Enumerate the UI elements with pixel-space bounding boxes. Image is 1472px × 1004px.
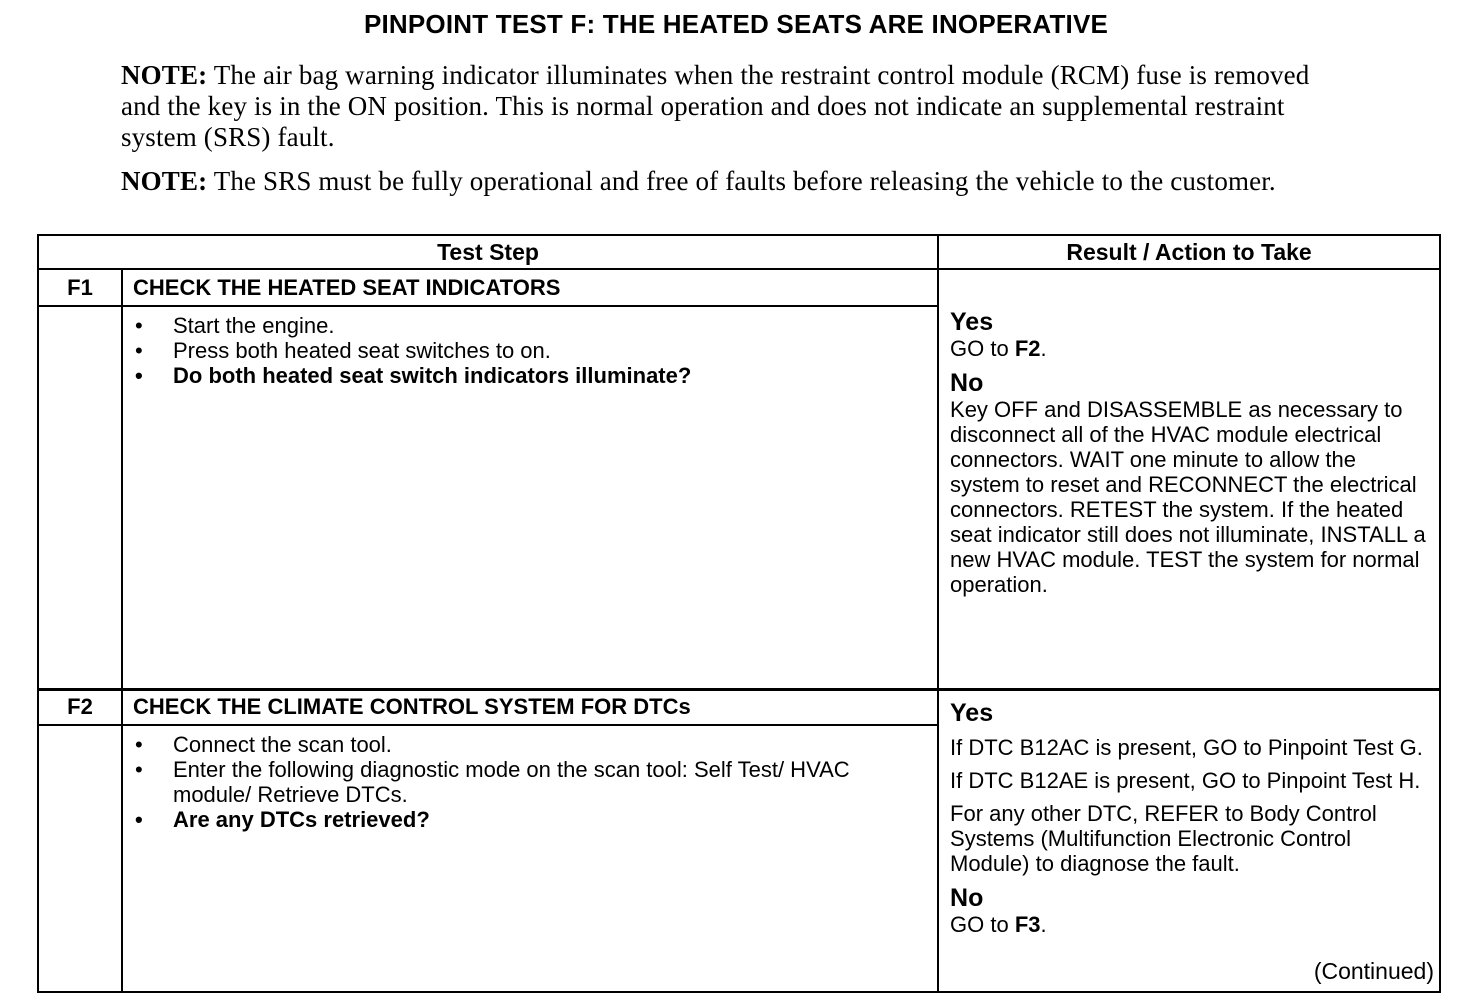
step-f1-id-spacer — [38, 306, 122, 689]
list-item: • Press both heated seat switches to on. — [135, 338, 551, 364]
step-f2-title-row — [38, 690, 1440, 725]
step-f2-id-spacer — [38, 725, 122, 992]
note-srs-operational — [121, 166, 1351, 197]
step-id-f1: F1 — [38, 269, 122, 306]
step-title-f2: CHECK THE CLIMATE CONTROL SYSTEM FOR DTCs — [122, 690, 938, 725]
header-result-action: Result / Action to Take — [938, 235, 1440, 269]
yes-action: GO to F2. — [950, 336, 1047, 361]
pinpoint-test-table — [37, 234, 1441, 993]
step-f2-actions — [135, 732, 927, 832]
no-label: No — [950, 369, 984, 397]
step-f1-actions — [135, 313, 927, 388]
table-header-row — [38, 235, 1440, 269]
list-item: • Connect the scan tool. — [135, 731, 392, 757]
yes-item: For any other DTC, REFER to Body Control Systems (Multifunction Electronic Control Module) to diagnose the fault. — [950, 801, 1377, 876]
step-question: • Are any DTCs retrieved? — [135, 806, 430, 832]
continued-label: (Continued) — [1313, 958, 1434, 984]
no-label: No — [950, 884, 984, 912]
step-body-f1 — [122, 306, 938, 689]
note-label: NOTE: — [121, 166, 208, 196]
yes-item: If DTC B12AC is present, GO to Pinpoint Test G. — [950, 735, 1423, 760]
note-rcm-fuse — [121, 60, 1351, 153]
note-label: NOTE: — [121, 60, 208, 90]
yes-label: Yes — [950, 308, 994, 336]
note-text: The air bag warning indicator illuminates when the restraint control module (RCM) fuse is removed and the key is in the ON position. This is normal operation and does not indicate an supplemental restraint system (SRS) fault. — [121, 60, 1310, 152]
header-test-step: Test Step — [38, 235, 938, 269]
yes-item: If DTC B12AE is present, GO to Pinpoint Test H. — [950, 768, 1421, 793]
no-action: GO to F3. — [950, 912, 1047, 937]
list-item: • Enter the following diagnostic mode on the scan tool: Self Test/ HVAC module/ Retrieve DTCs. — [135, 756, 850, 807]
step-title-f1: CHECK THE HEATED SEAT INDICATORS — [122, 269, 938, 306]
note-text: The SRS must be fully operational and free of faults before releasing the vehicle to the customer. — [213, 166, 1276, 196]
list-item: • Start the engine. — [135, 313, 335, 339]
result-f2 — [938, 690, 1440, 993]
step-question: • Do both heated seat switch indicators illuminate? — [135, 363, 692, 389]
step-body-f2 — [122, 725, 938, 992]
step-f1-title-row — [38, 269, 1440, 306]
result-f1 — [938, 269, 1440, 690]
yes-label: Yes — [950, 699, 994, 727]
step-id-f2: F2 — [38, 690, 122, 725]
page-title: PINPOINT TEST F: THE HEATED SEATS ARE INOPERATIVE — [363, 9, 1109, 39]
no-action: Key OFF and DISASSEMBLE as necessary to disconnect all of the HVAC module electrical connectors. WAIT one minute to allow the system to reset and RECONNECT the electrical connectors. RETEST the system. If the heated seat indicator still does not illuminate, INSTALL a new HVAC module. TEST the system for normal operation. — [950, 397, 1426, 597]
